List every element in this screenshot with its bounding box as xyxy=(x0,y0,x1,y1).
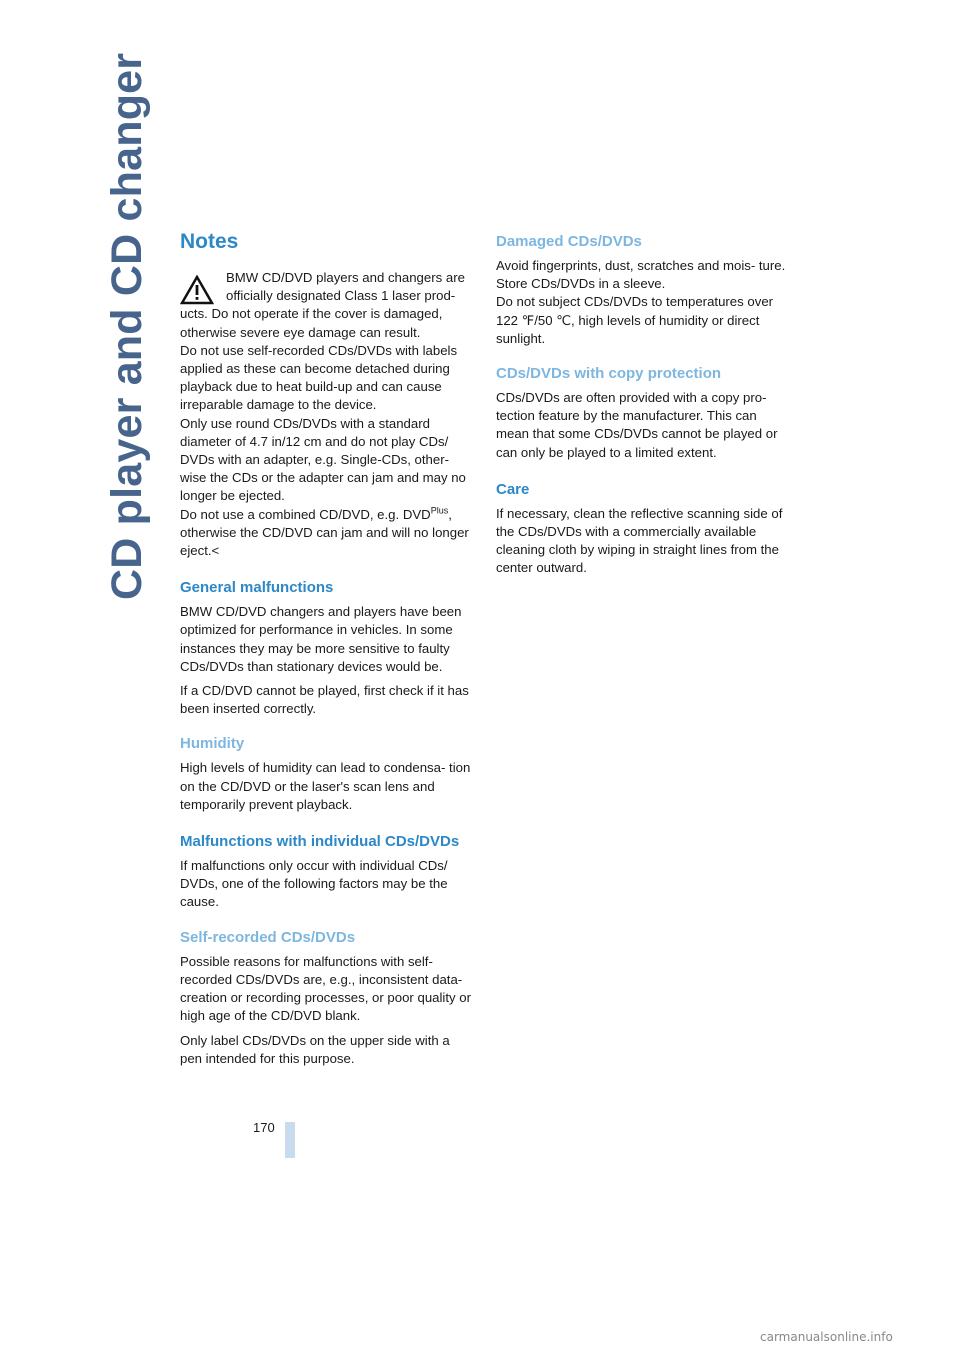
damaged-paragraph-2: Store CDs/DVDs in a sleeve. xyxy=(496,276,666,292)
individual-malfunctions-heading: Malfunctions with individual CDs/DVDs xyxy=(180,833,460,851)
general-paragraph-2: If a CD/DVD cannot be played, first check if it has been inserted correctly. xyxy=(180,683,469,717)
page-number: 170 xyxy=(253,1120,275,1135)
warning-paragraph-4 xyxy=(180,506,475,561)
warning-paragraph-3: Only use round CDs/DVDs with a standard diameter of 4.7 in/12 cm and do not play CDs/ DVDs with an adapter, e.g. Single-CDs, other- wise the CDs or the adapter can jam and may no longer be ejected. xyxy=(180,415,466,504)
copy-protection-heading: CDs/DVDs with copy protection xyxy=(496,365,722,383)
warning-p4-text: Do not use a combined CD/DVD, e.g. DVD xyxy=(180,506,431,522)
left-column xyxy=(180,229,475,1074)
warning-paragraph-2: Do not use self-recorded CDs/DVDs with labels applied as these can become detached during playback due to heat build-up and can cause irreparable damage to the device. xyxy=(180,342,458,413)
humidity-paragraph: High levels of humidity can lead to condensa- tion on the CD/DVD or the laser's scan lens and temporarily prevent playback. xyxy=(180,760,471,812)
damaged-paragraph-3: Do not subject CDs/DVDs to temperatures over 122 ℉/50 ℃, high levels of humidity or direct sunlight. xyxy=(496,294,774,346)
watermark: carmanualsonline.info xyxy=(760,1330,893,1344)
footer-bar xyxy=(285,1122,295,1158)
damaged-paragraph-1: Avoid fingerprints, dust, scratches and mois- ture. xyxy=(496,258,786,273)
damaged-heading: Damaged CDs/DVDs xyxy=(496,233,642,250)
self-recorded-paragraph-2: Only label CDs/DVDs on the upper side with a pen intended for this purpose. xyxy=(180,1032,450,1066)
warning-paragraph-1: BMW CD/DVD players and changers are officially designated Class 1 laser prod- ucts. Do not operate if the cover is damaged, otherwise severe eye damage can result. xyxy=(180,270,465,340)
care-paragraph: If necessary, clean the reflective scanning side of the CDs/DVDs with a commercially available cleaning cloth by wiping in straight lines from the center outward. xyxy=(496,505,783,576)
warning-block xyxy=(180,269,475,560)
care-heading: Care xyxy=(496,480,530,498)
general-paragraph-1: BMW CD/DVD changers and players have been optimized for performance in vehicles. In some instances they may be more sensitive to faulty CDs/DVDs than stationary devices would be. xyxy=(180,604,462,674)
notes-heading: Notes xyxy=(180,230,239,253)
copy-protection-paragraph: CDs/DVDs are often provided with a copy pro- tection feature by the manufacturer. This can mean that some CDs/DVDs cannot be played or can only be played to a limited extent. xyxy=(496,390,778,460)
section-side-title: CD player and CD changer xyxy=(103,52,151,600)
self-recorded-heading: Self-recorded CDs/DVDs xyxy=(180,928,356,946)
warning-p4-end: , otherwise the CD/DVD can jam and will no longer eject.< xyxy=(180,506,469,559)
general-malfunctions-heading: General malfunctions xyxy=(180,579,334,597)
right-column xyxy=(496,229,791,584)
individual-paragraph: If malfunctions only occur with individual CDs/ DVDs, one of the following factors may be the cause. xyxy=(180,858,448,910)
warning-triangle-icon xyxy=(180,275,214,305)
self-recorded-paragraph-1: Possible reasons for malfunctions with self- recorded CDs/DVDs are, e.g., inconsistent data-creation or recording processes, or poor quality or high age of the CD/DVD blank. xyxy=(180,953,472,1024)
humidity-heading: Humidity xyxy=(180,735,245,753)
plus-superscript: Plus xyxy=(430,505,449,516)
